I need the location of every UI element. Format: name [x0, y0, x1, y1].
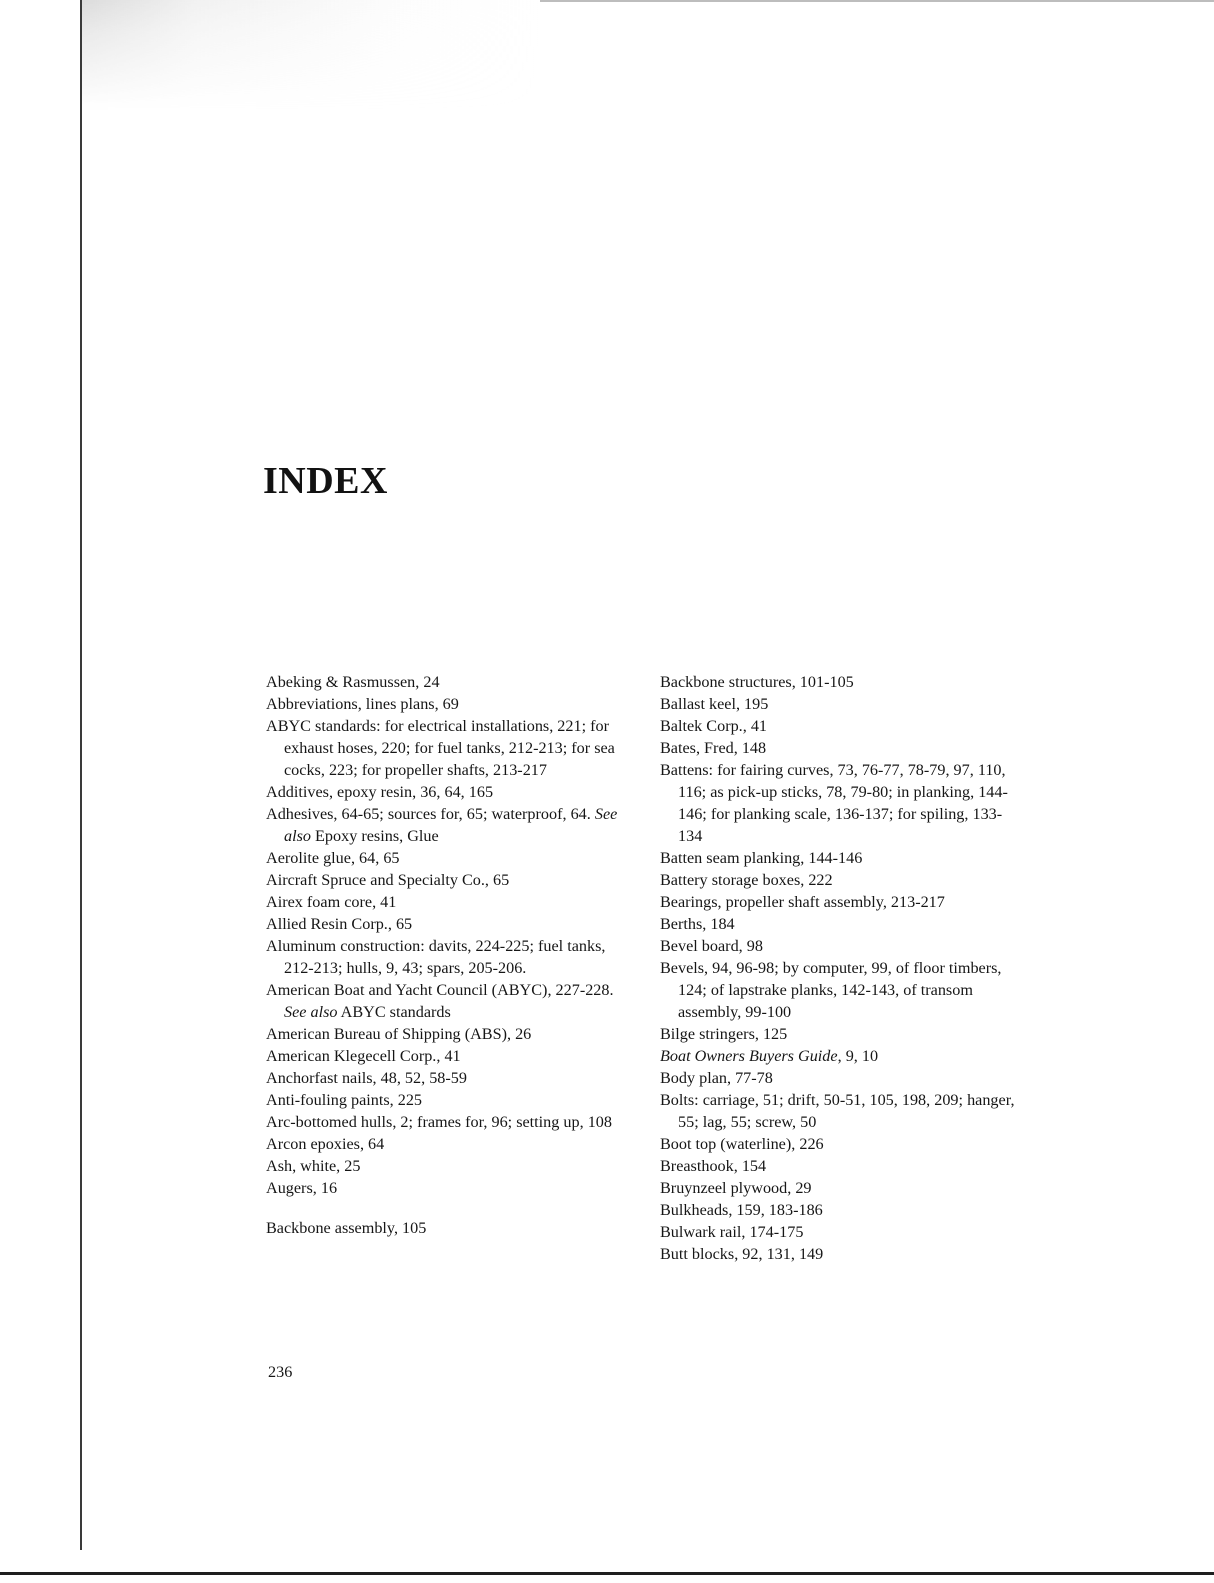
index-entry: Arc-bottomed hulls, 2; frames for, 96; setting up, 108 [266, 1113, 612, 1131]
index-entry: Allied Resin Corp., 65 [266, 915, 413, 933]
index-entry: Aluminum construction: davits, 224-225; fuel tanks, 212-213; hulls, 9, 43; spars, 205-206. [266, 937, 606, 977]
index-entry: Baltek Corp., 41 [660, 717, 768, 735]
index-entry: Boot top (waterline), 226 [660, 1135, 824, 1153]
index-entry: American Boat and Yacht Council (ABYC), 227-228. See also ABYC standards [266, 981, 614, 1021]
index-entry: Adhesives, 64-65; sources for, 65; waterproof, 64. See also Epoxy resins, Glue [266, 805, 618, 845]
index-entry: Butt blocks, 92, 131, 149 [660, 1245, 824, 1263]
see-also-reference: See also [284, 805, 618, 845]
index-entry: Anti-fouling paints, 225 [266, 1091, 423, 1109]
index-entry: Bevel board, 98 [660, 937, 763, 955]
page-title: INDEX [263, 460, 388, 502]
index-entry: Boat Owners Buyers Guide, 9, 10 [660, 1047, 879, 1065]
index-entry: Ash, white, 25 [266, 1157, 361, 1175]
index-entry: Batten seam planking, 144-146 [660, 849, 863, 867]
publication-title: Boat Owners Buyers Guide [660, 1047, 838, 1065]
index-entry: Bruynzeel plywood, 29 [660, 1179, 812, 1197]
scan-page-edge-bottom [0, 1572, 1214, 1575]
index-entry: ABYC standards: for electrical installations, 221; for exhaust hoses, 220; for fuel tanks, 212-213; for sea cocks, 223; for propeller shafts, 213-217 [266, 717, 615, 779]
see-also-reference: See also [284, 1003, 338, 1021]
index-entry: Bearings, propeller shaft assembly, 213-217 [660, 893, 945, 911]
index-entry: Airex foam core, 41 [266, 893, 397, 911]
scan-page-edge-top [540, 0, 1214, 2]
index-entry: Breasthook, 154 [660, 1157, 767, 1175]
index-entry: Anchorfast nails, 48, 52, 58-59 [266, 1069, 467, 1087]
index-entry: American Klegecell Corp., 41 [266, 1047, 461, 1065]
index-entry: Bulkheads, 159, 183-186 [660, 1201, 823, 1219]
index-entry: Bates, Fred, 148 [660, 739, 767, 757]
index-entry: Bulwark rail, 174-175 [660, 1223, 804, 1241]
index-entry: Battery storage boxes, 222 [660, 871, 833, 889]
index-column-right [660, 671, 1020, 1265]
page-number: 236 [268, 1363, 293, 1381]
index-entry: Backbone structures, 101-105 [660, 673, 854, 691]
index-entry: Battens: for fairing curves, 73, 76-77, 78-79, 97, 110, 116; as pick-up sticks, 78, 79-80; in planking, 144-146; for planking scale, 136-137; for spiling, 133-134 [660, 761, 1008, 845]
index-entry: Bevels, 94, 96-98; by computer, 99, of floor timbers, 124; of lapstrake planks, 142-143, of transom assembly, 99-100 [660, 959, 1002, 1021]
index-entry: Body plan, 77-78 [660, 1069, 773, 1087]
scan-shadow [80, 0, 540, 110]
index-entry: Berths, 184 [660, 915, 735, 933]
index-entry: Aerolite glue, 64, 65 [266, 849, 400, 867]
index-entry: Backbone assembly, 105 [266, 1219, 427, 1237]
index-entry: Bolts: carriage, 51; drift, 50-51, 105, 198, 209; hanger, 55; lag, 55; screw, 50 [660, 1091, 1015, 1131]
index-entry: American Bureau of Shipping (ABS), 26 [266, 1025, 532, 1043]
index-column-left [266, 671, 621, 1239]
index-entry: Aircraft Spruce and Specialty Co., 65 [266, 871, 510, 889]
index-entry: Ballast keel, 195 [660, 695, 769, 713]
index-entry: Bilge stringers, 125 [660, 1025, 788, 1043]
index-entry: Additives, epoxy resin, 36, 64, 165 [266, 783, 494, 801]
index-entry: Arcon epoxies, 64 [266, 1135, 385, 1153]
index-entry: Augers, 16 [266, 1179, 338, 1197]
scan-page-edge-left [80, 0, 82, 1550]
index-entry: Abbreviations, lines plans, 69 [266, 695, 459, 713]
index-entry: Abeking & Rasmussen, 24 [266, 673, 440, 691]
